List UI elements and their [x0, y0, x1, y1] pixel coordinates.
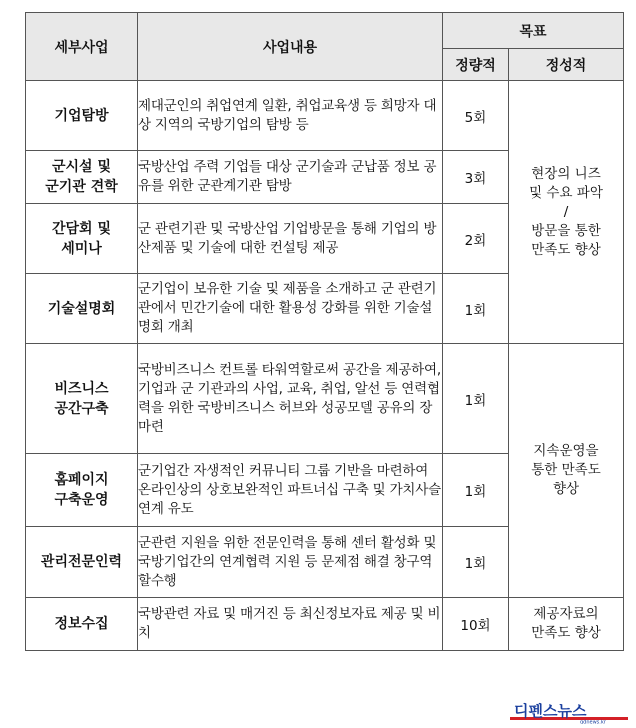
row-qty: 1회 — [443, 274, 509, 344]
defense-news-logo — [510, 702, 628, 724]
row-qty: 10회 — [443, 598, 509, 651]
row-name: 관리전문인력 — [26, 527, 138, 598]
row-desc: 군기업이 보유한 기술 및 제품을 소개하고 군 관련기관에서 민간기술에 대한 활용성 강화를 위한 기술설명회 개최 — [138, 274, 443, 344]
header-goal: 목표 — [443, 13, 624, 49]
row-name: 군시설 및 군기관 견학 — [26, 151, 138, 204]
business-plan-table — [25, 12, 624, 651]
logo-url: gdnews.kr — [580, 719, 606, 724]
row-qty: 5회 — [443, 81, 509, 151]
row-desc: 군관련 지원을 위한 전문인력을 통해 센터 활성화 및 국방기업간의 연계협력 지원 등 문제점 해결 창구역할수행 — [138, 527, 443, 598]
header-content: 사업내용 — [138, 13, 443, 81]
header-sub-project: 세부사업 — [26, 13, 138, 81]
qualitative-goal-3: 제공자료의 만족도 향상 — [509, 598, 624, 651]
row-name: 정보수집 — [26, 598, 138, 651]
row-name: 비즈니스 공간구축 — [26, 344, 138, 454]
logo-text: 디펜스뉴스 — [514, 702, 587, 720]
row-desc: 국방관련 자료 및 매거진 등 최신정보자료 제공 및 비치 — [138, 598, 443, 651]
row-qty: 2회 — [443, 204, 509, 274]
header-quantitative: 정량적 — [443, 49, 509, 81]
row-desc: 제대군인의 취업연계 일환, 취업교육생 등 희망자 대상 지역의 국방기업의 탐방 등 — [138, 81, 443, 151]
row-desc: 국방산업 주력 기업들 대상 군기술과 군납품 정보 공유를 위한 군관계기관 탐방 — [138, 151, 443, 204]
row-qty: 3회 — [443, 151, 509, 204]
row-qty: 1회 — [443, 454, 509, 527]
qualitative-goal-2: 지속운영을 통한 만족도 향상 — [509, 344, 624, 598]
row-name: 기술설명회 — [26, 274, 138, 344]
row-name: 홈페이지 구축운영 — [26, 454, 138, 527]
row-qty: 1회 — [443, 527, 509, 598]
row-name: 기업탐방 — [26, 81, 138, 151]
qualitative-goal-1: 현장의 니즈 및 수요 파악 / 방문을 통한 만족도 향상 — [509, 81, 624, 344]
row-desc: 국방비즈니스 컨트롤 타워역할로써 공간을 제공하여, 기업과 군 기관과의 사업, 교육, 취업, 알선 등 연력협력을 위한 국방비즈니스 허브와 성공모델 공유의 장 마련 — [138, 344, 443, 454]
row-desc: 군 관련기관 및 국방산업 기업방문을 통해 기업의 방산제품 및 기술에 대한 컨설팅 제공 — [138, 204, 443, 274]
row-desc: 군기업간 자생적인 커뮤니티 그룹 기반을 마련하여 온라인상의 상호보완적인 파트너십 구축 및 가치사슬연계 유도 — [138, 454, 443, 527]
row-qty: 1회 — [443, 344, 509, 454]
row-name: 간담회 및 세미나 — [26, 204, 138, 274]
header-qualitative: 정성적 — [509, 49, 624, 81]
